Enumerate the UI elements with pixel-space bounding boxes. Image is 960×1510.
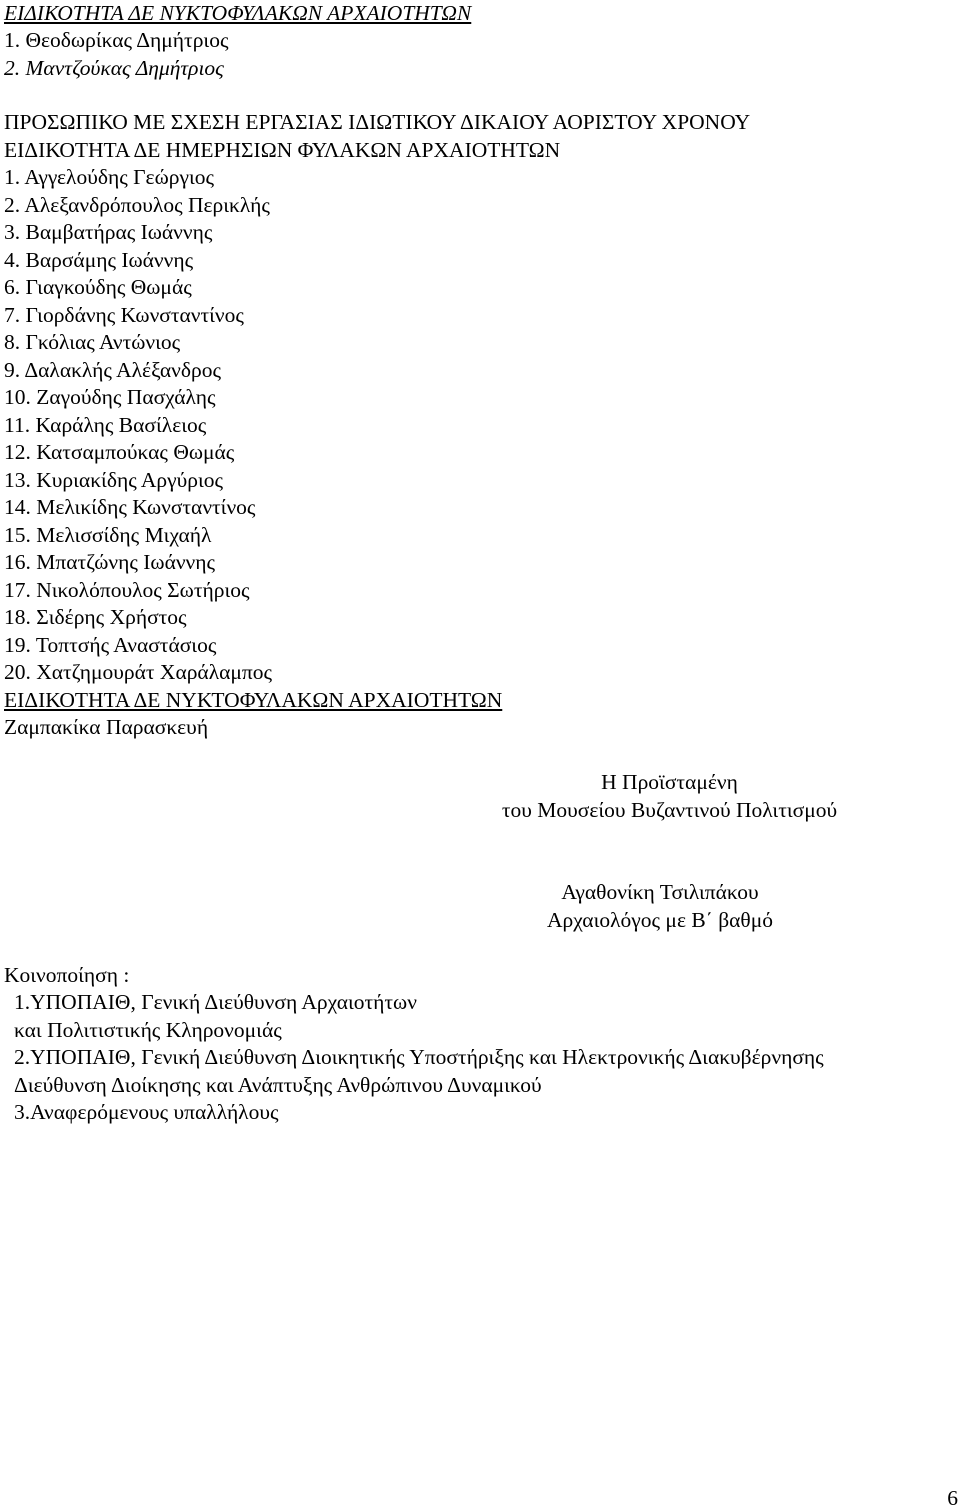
list-item: 19. Τοπτσής Αναστάσιος <box>4 633 217 657</box>
list-item: 14. Μελικίδης Κωνσταντίνος <box>4 495 256 519</box>
signer-title: Αρχαιολόγος με Β΄ βαθμό <box>546 907 774 932</box>
list-item: 2. Μαντζούκας Δημήτριος <box>4 56 224 80</box>
list-item: 12. Κατσαμπούκας Θωμάς <box>4 440 235 464</box>
day-guards-heading: ΕΙΔΙΚΟΤΗΤΑ ΔΕ ΗΜΕΡΗΣΙΩΝ ΦΥΛΑΚΩΝ ΑΡΧΑΙΟΤΗΤΩΝ <box>4 138 561 162</box>
notification-line: 2.ΥΠΟΠΑΙΘ, Γενική Διεύθυνση Διοικητικής Υποστήριξης και Ηλεκτρονικής Διακυβέρνησης <box>14 1045 824 1069</box>
notification-label: Κοινοποίηση : <box>4 963 130 987</box>
page-number: 6 <box>947 1486 958 1510</box>
night-guards-heading: ΕΙΔΙΚΟΤΗΤΑ ΔΕ ΝΥΚΤΟΦΥΛΑΚΩΝ ΑΡΧΑΙΟΤΗΤΩΝ <box>4 688 503 712</box>
list-item: 3. Βαμβατήρας Ιωάννης <box>4 220 213 244</box>
notification-line: και Πολιτιστικής Κληρονομιάς <box>14 1018 282 1042</box>
list-item: 7. Γιορδάνης Κωνσταντίνος <box>4 303 244 327</box>
list-item: 17. Νικολόπουλος Σωτήριος <box>4 578 250 602</box>
signer-name: Αγαθονίκη Τσιλιπάκου <box>561 880 759 904</box>
signer-role <box>480 769 859 824</box>
list-item: 1. Αγγελούδης Γεώργιος <box>4 165 214 189</box>
notification-line: Διεύθυνση Διοίκησης και Ανάπτυξης Ανθρώπινου Δυναμικού <box>14 1073 542 1097</box>
list-item: 4. Βαρσάμης Ιωάννης <box>4 248 194 272</box>
staff-section-heading: ΠΡΟΣΩΠΙΚΟ ΜΕ ΣΧΕΣΗ ΕΡΓΑΣΙΑΣ ΙΔΙΩΤΙΚΟΥ ΔΙΚΑΙΟΥ ΑΟΡΙΣΤΟΥ ΧΡΟΝΟΥ <box>4 110 751 134</box>
list-item: 2. Αλεξανδρόπουλος Περικλής <box>4 193 270 217</box>
list-item: 6. Γιαγκούδης Θωμάς <box>4 275 192 299</box>
notification-line: 3.Αναφερόμενους υπαλλήλους <box>14 1100 279 1124</box>
list-item: 15. Μελισσίδης Μιχαήλ <box>4 523 212 547</box>
list-item: 9. Δαλακλής Αλέξανδρος <box>4 358 221 382</box>
list-item: 13. Κυριακίδης Αργύριος <box>4 468 224 492</box>
notification-line: 1.ΥΠΟΠΑΙΘ, Γενική Διεύθυνση Αρχαιοτήτων <box>14 990 417 1014</box>
list-item: 10. Ζαγούδης Πασχάλης <box>4 385 216 409</box>
list-item: 20. Χατζημουράτ Χαράλαμπος <box>4 660 273 684</box>
list-item: 16. Μπατζώνης Ιωάννης <box>4 550 216 574</box>
signer-role-line: του Μουσείου Βυζαντινού Πολιτισμού <box>501 797 838 822</box>
list-item: 1. Θεοδωρίκας Δημήτριος <box>4 28 229 52</box>
list-item: 11. Καράλης Βασίλειος <box>4 413 207 437</box>
list-item: Ζαμπακίκα Παρασκευή <box>4 715 209 739</box>
list-item: 18. Σιδέρης Χρήστος <box>4 605 187 629</box>
night-guards-heading-top: ΕΙΔΙΚΟΤΗΤΑ ΔΕ ΝΥΚΤΟΦΥΛΑΚΩΝ ΑΡΧΑΙΟΤΗΤΩΝ <box>4 1 472 25</box>
signer-role-line: Η Προϊσταμένη <box>601 770 738 794</box>
signer-identity <box>520 879 800 934</box>
list-item: 8. Γκόλιας Αντώνιος <box>4 330 181 354</box>
